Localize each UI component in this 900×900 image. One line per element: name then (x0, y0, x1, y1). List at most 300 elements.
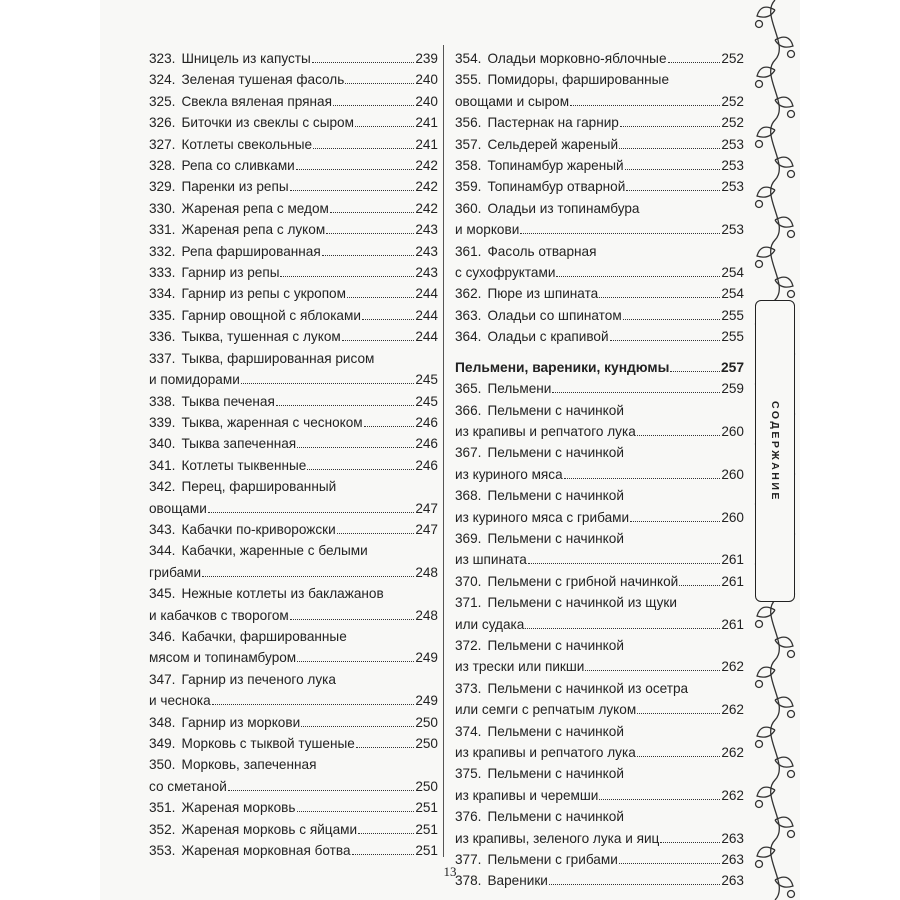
ornament-leaf (757, 187, 775, 197)
toc-entry-title: Перец, фаршированный (181, 479, 337, 495)
toc-entry-line (455, 400, 744, 421)
toc-entry-line (149, 605, 438, 626)
toc-entry-number: 334. (149, 286, 176, 302)
toc-entry-line (455, 442, 744, 463)
leader-dots (290, 608, 415, 620)
toc-entry-line (149, 498, 438, 519)
toc-entry-page: 260 (721, 509, 744, 525)
toc-entry-page: 248 (415, 564, 438, 580)
toc-entry[interactable] (149, 797, 438, 818)
toc-entry-line (455, 48, 744, 69)
toc-entry[interactable] (455, 635, 744, 678)
toc-entry[interactable] (455, 592, 744, 635)
toc-entry[interactable] (149, 91, 438, 112)
toc-entry-line (455, 262, 744, 283)
toc-entry-page: 249 (415, 650, 438, 666)
ornament-curl (788, 831, 795, 838)
toc-entry-number: 333. (149, 265, 176, 281)
ornament-curl (788, 711, 795, 718)
toc-entry[interactable] (149, 412, 438, 433)
toc-entry[interactable] (149, 840, 438, 861)
toc-entry-line (149, 733, 438, 754)
section-tab-label: СОДЕРЖАНИЕ (769, 400, 781, 502)
leader-dots (337, 522, 415, 534)
toc-entry-number: 355. (455, 72, 482, 88)
toc-entry-title: Зеленая тушеная фасоль (181, 72, 345, 88)
leader-dots (290, 179, 415, 191)
leader-dots (355, 115, 414, 127)
ornament-leaf (775, 97, 793, 107)
toc-entry-title: из шпината (455, 552, 527, 568)
leader-dots (620, 115, 720, 127)
book-page (100, 0, 800, 900)
toc-entry-title: Пельмени с начинкой (487, 766, 624, 782)
toc-entry-line (149, 455, 438, 476)
toc-entry-number: 340. (149, 436, 176, 452)
toc-entry-title: Котлеты свекольные (181, 136, 313, 152)
toc-entry-title: Оладьи морковно-яблочные (487, 51, 667, 66)
toc-entry[interactable] (149, 262, 438, 283)
leader-dots (330, 201, 414, 213)
toc-entry-title: Кабачки, фаршированные (181, 628, 347, 644)
toc-entry-page: 245 (415, 372, 438, 388)
toc-entry-line (149, 283, 438, 304)
toc-entry-title: Оладьи со шпинатом (487, 307, 622, 323)
toc-entry[interactable] (455, 69, 744, 112)
leader-dots (307, 458, 414, 470)
toc-entry-line (455, 69, 744, 90)
toc-entry-number: 336. (149, 329, 176, 345)
toc-entry-page: 253 (721, 222, 744, 238)
toc-entry-title: Жареная морковная ботва (181, 843, 351, 859)
toc-entry-line (455, 326, 744, 347)
toc-entry-page: 242 (415, 200, 438, 216)
toc-entry-line (455, 592, 744, 613)
toc-entry[interactable] (455, 763, 744, 806)
toc-entry-line (455, 507, 744, 528)
toc-entry-line (149, 754, 438, 775)
toc-entry-line (455, 742, 744, 763)
toc-entry-page: 247 (415, 521, 438, 537)
toc-entry-line (149, 412, 438, 433)
toc-entry-title: Помидоры, фаршированные (487, 72, 670, 88)
toc-entry[interactable] (149, 733, 438, 754)
toc-entry-line (455, 283, 744, 304)
toc-entry-page: 263 (721, 830, 744, 846)
toc-entry-number: 376. (455, 809, 482, 825)
toc-entry-page: 246 (415, 457, 438, 473)
toc-entry-page: 251 (415, 800, 438, 816)
toc-entry-title: Пельмени с начинкой из осетра (487, 680, 689, 696)
ornament-leaf (775, 37, 793, 47)
toc-entry-title: Кабачки по-криворожски (181, 521, 336, 537)
ornament-curl (756, 621, 763, 628)
toc-entry-line (455, 678, 744, 699)
toc-entry-number: 354. (455, 51, 482, 66)
ornament-curl (788, 651, 795, 658)
column-divider (443, 45, 444, 857)
toc-entry-number: 345. (149, 586, 176, 602)
leader-dots (637, 424, 721, 436)
toc-entry-title: Пельмени с грибами (487, 852, 618, 868)
toc-entry-title: овощами (149, 500, 207, 516)
toc-entry-page: 252 (721, 115, 744, 131)
toc-entry-number: 339. (149, 414, 176, 430)
ornament-curl (788, 891, 795, 898)
toc-entry[interactable] (455, 241, 744, 284)
toc-entry-number: 371. (455, 595, 482, 611)
toc-entry-line (149, 326, 438, 347)
section-page-number: 257 (720, 359, 744, 375)
toc-entry-line (455, 721, 744, 742)
toc-entry-number: 360. (455, 200, 482, 216)
toc-entry-title: и помидорами (149, 372, 240, 388)
leader-dots (623, 308, 721, 320)
toc-entry-page: 244 (415, 286, 438, 302)
toc-entry-number: 347. (149, 671, 176, 687)
toc-entry-page: 240 (415, 72, 438, 88)
toc-entry-page: 262 (721, 659, 744, 675)
toc-entry[interactable] (149, 348, 438, 391)
leader-dots (364, 415, 415, 427)
toc-entry[interactable] (149, 455, 438, 476)
ornament-leaf (757, 607, 775, 617)
toc-entry-title: из куриного мяса (455, 466, 563, 482)
toc-entry-number: 378. (455, 873, 482, 889)
toc-entry[interactable] (455, 721, 744, 764)
toc-entry[interactable] (149, 669, 438, 712)
toc-entry-title: Шницель из капусты (181, 51, 311, 66)
toc-entry-title: Гарнир из репы (181, 265, 280, 281)
toc-entry-number: 331. (149, 222, 176, 238)
ornament-curl (788, 231, 795, 238)
toc-entry-title: Жареная морковь (181, 800, 296, 816)
toc-right-column (455, 48, 744, 892)
toc-entry[interactable] (149, 583, 438, 626)
toc-entry[interactable] (455, 378, 744, 399)
toc-entry-line (149, 712, 438, 733)
toc-entry[interactable] (149, 69, 438, 90)
toc-entry-line (455, 549, 744, 570)
toc-entry-line (455, 112, 744, 133)
toc-entry-title: Биточки из свеклы с сыром (181, 115, 354, 131)
toc-entry-number: 377. (455, 852, 482, 868)
toc-entry[interactable] (149, 176, 438, 197)
leader-dots (599, 788, 720, 800)
leader-dots (585, 659, 720, 671)
toc-entry-number: 349. (149, 736, 176, 751)
toc-entry-title: с сухофруктами (455, 265, 556, 281)
toc-entry[interactable] (149, 241, 438, 262)
toc-entry-page: 261 (721, 552, 744, 568)
leader-dots (326, 222, 414, 234)
toc-entry-line (455, 378, 744, 399)
toc-entry[interactable] (149, 198, 438, 219)
toc-entry-page: 261 (721, 573, 744, 589)
toc-entry[interactable] (455, 134, 744, 155)
toc-entry[interactable] (149, 326, 438, 347)
toc-entry[interactable] (455, 571, 744, 592)
toc-entry-number: 337. (149, 350, 176, 366)
toc-entry[interactable] (455, 528, 744, 571)
leader-dots (556, 265, 720, 277)
leader-dots (670, 360, 720, 372)
toc-entry-page: 242 (415, 158, 438, 174)
toc-entry-number: 361. (455, 243, 482, 259)
toc-entry-number: 365. (455, 381, 482, 397)
toc-entry-title: Топинамбур отварной (487, 179, 626, 195)
toc-entry-number: 342. (149, 479, 176, 495)
leader-dots (358, 822, 414, 834)
toc-entry-title: из куриного мяса с грибами (455, 509, 630, 525)
toc-entry-title: Гарнир из моркови (181, 714, 301, 730)
ornament-leaf (757, 847, 775, 857)
toc-entry[interactable] (149, 540, 438, 583)
toc-entry[interactable] (149, 754, 438, 797)
toc-entry-line (149, 840, 438, 861)
toc-entry-title: Тыква печеная (181, 393, 275, 409)
toc-entry[interactable] (149, 433, 438, 454)
toc-entry-title: Тыква, фаршированная рисом (181, 350, 375, 366)
ornament-leaf (775, 697, 793, 707)
toc-entry[interactable] (455, 326, 744, 347)
toc-entry-line (149, 540, 438, 561)
toc-entry-title: из трески или пикши (455, 659, 585, 675)
leader-dots (610, 329, 721, 341)
toc-entry[interactable] (455, 155, 744, 176)
leader-dots (552, 381, 720, 393)
toc-entry-title: Пельмени с начинкой (487, 809, 624, 825)
toc-entry[interactable] (149, 112, 438, 133)
toc-entry[interactable] (455, 442, 744, 485)
toc-entry-number: 363. (455, 307, 482, 323)
toc-entry[interactable] (149, 48, 438, 69)
toc-entry[interactable] (455, 806, 744, 849)
toc-entry-line (149, 690, 438, 711)
toc-entry-line (149, 433, 438, 454)
toc-entry-line (455, 635, 744, 656)
toc-entry-line (455, 305, 744, 326)
leader-dots (356, 736, 415, 748)
toc-entry-page: 260 (721, 466, 744, 482)
toc-entry-line (149, 369, 438, 390)
toc-entry-title: Жареная морковь с яйцами (181, 821, 358, 837)
toc-entry-line (455, 134, 744, 155)
toc-entry-line (149, 562, 438, 583)
toc-entry-number: 341. (149, 457, 176, 473)
toc-entry-number: 356. (455, 115, 482, 131)
toc-entry-page: 241 (415, 136, 438, 152)
leader-dots (570, 94, 720, 106)
ornament-curl (788, 171, 795, 178)
toc-entry-number: 350. (149, 757, 176, 773)
toc-entry-number: 368. (455, 488, 482, 504)
leader-dots (630, 510, 720, 522)
leader-dots (564, 467, 721, 479)
toc-entry-title: Пельмени с начинкой (487, 488, 624, 504)
ornament-curl (788, 291, 795, 298)
toc-entry-page: 243 (415, 243, 438, 259)
toc-entry-title: Тыква, тушенная с луком (181, 329, 341, 345)
toc-entry[interactable] (455, 678, 744, 721)
toc-entry[interactable] (149, 712, 438, 733)
ornament-leaf (757, 787, 775, 797)
toc-entry-line (149, 391, 438, 412)
leader-dots (525, 617, 720, 629)
toc-entry-number: 328. (149, 158, 176, 174)
toc-entry-title: или судака (455, 616, 525, 632)
leader-dots (660, 831, 720, 843)
toc-entry[interactable] (455, 48, 744, 69)
toc-entry-number: 372. (455, 637, 482, 653)
ornament-leaf (757, 7, 775, 17)
toc-entry-title: со сметаной (149, 778, 227, 794)
toc-entry[interactable] (149, 283, 438, 304)
ornament-leaf (775, 637, 793, 647)
ornament-leaf (757, 67, 775, 77)
toc-entry-line (149, 91, 438, 112)
leader-dots (208, 501, 414, 513)
toc-entry[interactable] (149, 134, 438, 155)
toc-entry-page: 254 (721, 265, 744, 281)
toc-left-column (149, 48, 438, 861)
toc-entry-title: Свекла вяленая пряная (181, 93, 332, 109)
toc-entry[interactable] (149, 819, 438, 840)
toc-entry-line (455, 806, 744, 827)
ornament-leaf (757, 727, 775, 737)
toc-entry-page: 261 (721, 616, 744, 632)
toc-entry-page: 250 (415, 736, 438, 751)
toc-entry-number: 330. (149, 200, 176, 216)
leader-dots (297, 800, 415, 812)
toc-entry-title: Жареная репа с медом (181, 200, 329, 216)
toc-entry-title: Пельмени с начинкой (487, 723, 624, 739)
ornament-curl (756, 201, 763, 208)
toc-entry-line (455, 198, 744, 219)
leader-dots (228, 779, 414, 791)
toc-entry[interactable] (455, 283, 744, 304)
ornament-leaf (775, 817, 793, 827)
toc-entry-page: 251 (415, 821, 438, 837)
toc-entry-line (455, 528, 744, 549)
leader-dots (625, 158, 721, 170)
leader-dots (528, 552, 720, 564)
toc-entry-page: 262 (721, 702, 744, 718)
toc-entry-line (455, 91, 744, 112)
toc-entry-line (455, 219, 744, 240)
section-heading[interactable] (455, 357, 744, 378)
toc-entry-title: Нежные котлеты из баклажанов (181, 586, 384, 602)
toc-entry[interactable] (455, 305, 744, 326)
toc-entry-title: из крапивы и черемши (455, 787, 599, 803)
toc-entry-number: 329. (149, 179, 176, 195)
toc-entry-line (455, 614, 744, 635)
leader-dots (280, 265, 414, 277)
toc-entry-number: 352. (149, 821, 176, 837)
toc-entry[interactable] (455, 176, 744, 197)
toc-entry[interactable] (149, 476, 438, 519)
toc-entry-title: Оладьи из топинамбура (487, 200, 640, 216)
leader-dots (679, 574, 720, 586)
toc-entry-line (455, 571, 744, 592)
toc-entry-line (149, 134, 438, 155)
leader-dots (637, 702, 720, 714)
toc-entry-title: Репа фаршированная (181, 243, 321, 259)
toc-entry[interactable] (455, 400, 744, 443)
leader-dots (342, 329, 415, 341)
toc-entry-number: 373. (455, 680, 482, 696)
ornament-curl (756, 21, 763, 28)
toc-entry-title: Кабачки, жаренные с белыми (181, 543, 368, 559)
toc-entry-title: Паренки из репы (181, 179, 289, 195)
toc-entry-line (455, 656, 744, 677)
leader-dots (352, 843, 415, 855)
leader-dots (297, 650, 414, 662)
toc-entry-title: из крапивы, зеленого лука и яиц (455, 830, 660, 846)
toc-entry-title: из крапивы и репчатого лука (455, 745, 636, 760)
toc-entry-number: 326. (149, 115, 176, 131)
leader-dots (241, 372, 415, 384)
toc-entry-title: грибами (149, 564, 202, 580)
toc-entry-title: Репа со сливками (181, 158, 295, 174)
leader-dots (296, 158, 415, 170)
ornament-curl (756, 81, 763, 88)
toc-entry-title: Гарнир овощной с яблоками (181, 307, 361, 323)
toc-entry[interactable] (455, 112, 744, 133)
toc-entry-number: 335. (149, 307, 176, 323)
toc-entry[interactable] (455, 485, 744, 528)
toc-entry-line (455, 241, 744, 262)
toc-entry-number: 359. (455, 179, 482, 195)
ornament-leaf (757, 127, 775, 137)
toc-entry-title: Тыква, жаренная с чесноком (181, 414, 363, 430)
toc-entry-title: и моркови (455, 222, 520, 238)
toc-entry-title: или семги с репчатым луком (455, 702, 637, 718)
toc-entry-line (455, 785, 744, 806)
section-tab (755, 300, 795, 602)
toc-entry-line (149, 626, 438, 647)
toc-entry-page: 248 (415, 607, 438, 623)
leader-dots (619, 137, 720, 149)
toc-entry[interactable] (455, 198, 744, 241)
ornament-curl (756, 801, 763, 808)
toc-entry[interactable] (149, 305, 438, 326)
toc-entry-title: Жареная репа с луком (181, 222, 326, 238)
toc-entry-number: 344. (149, 543, 176, 559)
ornament-curl (788, 51, 795, 58)
leader-dots (668, 51, 721, 63)
toc-entry[interactable] (149, 391, 438, 412)
toc-entry-title: Оладьи с крапивой (487, 329, 609, 345)
ornament-curl (756, 741, 763, 748)
toc-entry-number: 338. (149, 393, 176, 409)
toc-entry-title: Морковь, запеченная (181, 757, 317, 773)
toc-entry-line (149, 241, 438, 262)
toc-entry-page: 255 (721, 307, 744, 323)
toc-entry[interactable] (149, 519, 438, 540)
toc-entry[interactable] (149, 219, 438, 240)
toc-entry-page: 243 (415, 222, 438, 238)
toc-entry-line (149, 476, 438, 497)
toc-entry-title: Пельмени с грибной начинкой (487, 573, 679, 589)
ornament-leaf (775, 157, 793, 167)
toc-entry-number: 343. (149, 521, 176, 537)
ornament-leaf (757, 247, 775, 257)
toc-entry[interactable] (149, 626, 438, 669)
toc-entry-line (455, 176, 744, 197)
toc-entry-line (455, 828, 744, 849)
toc-entry[interactable] (149, 155, 438, 176)
